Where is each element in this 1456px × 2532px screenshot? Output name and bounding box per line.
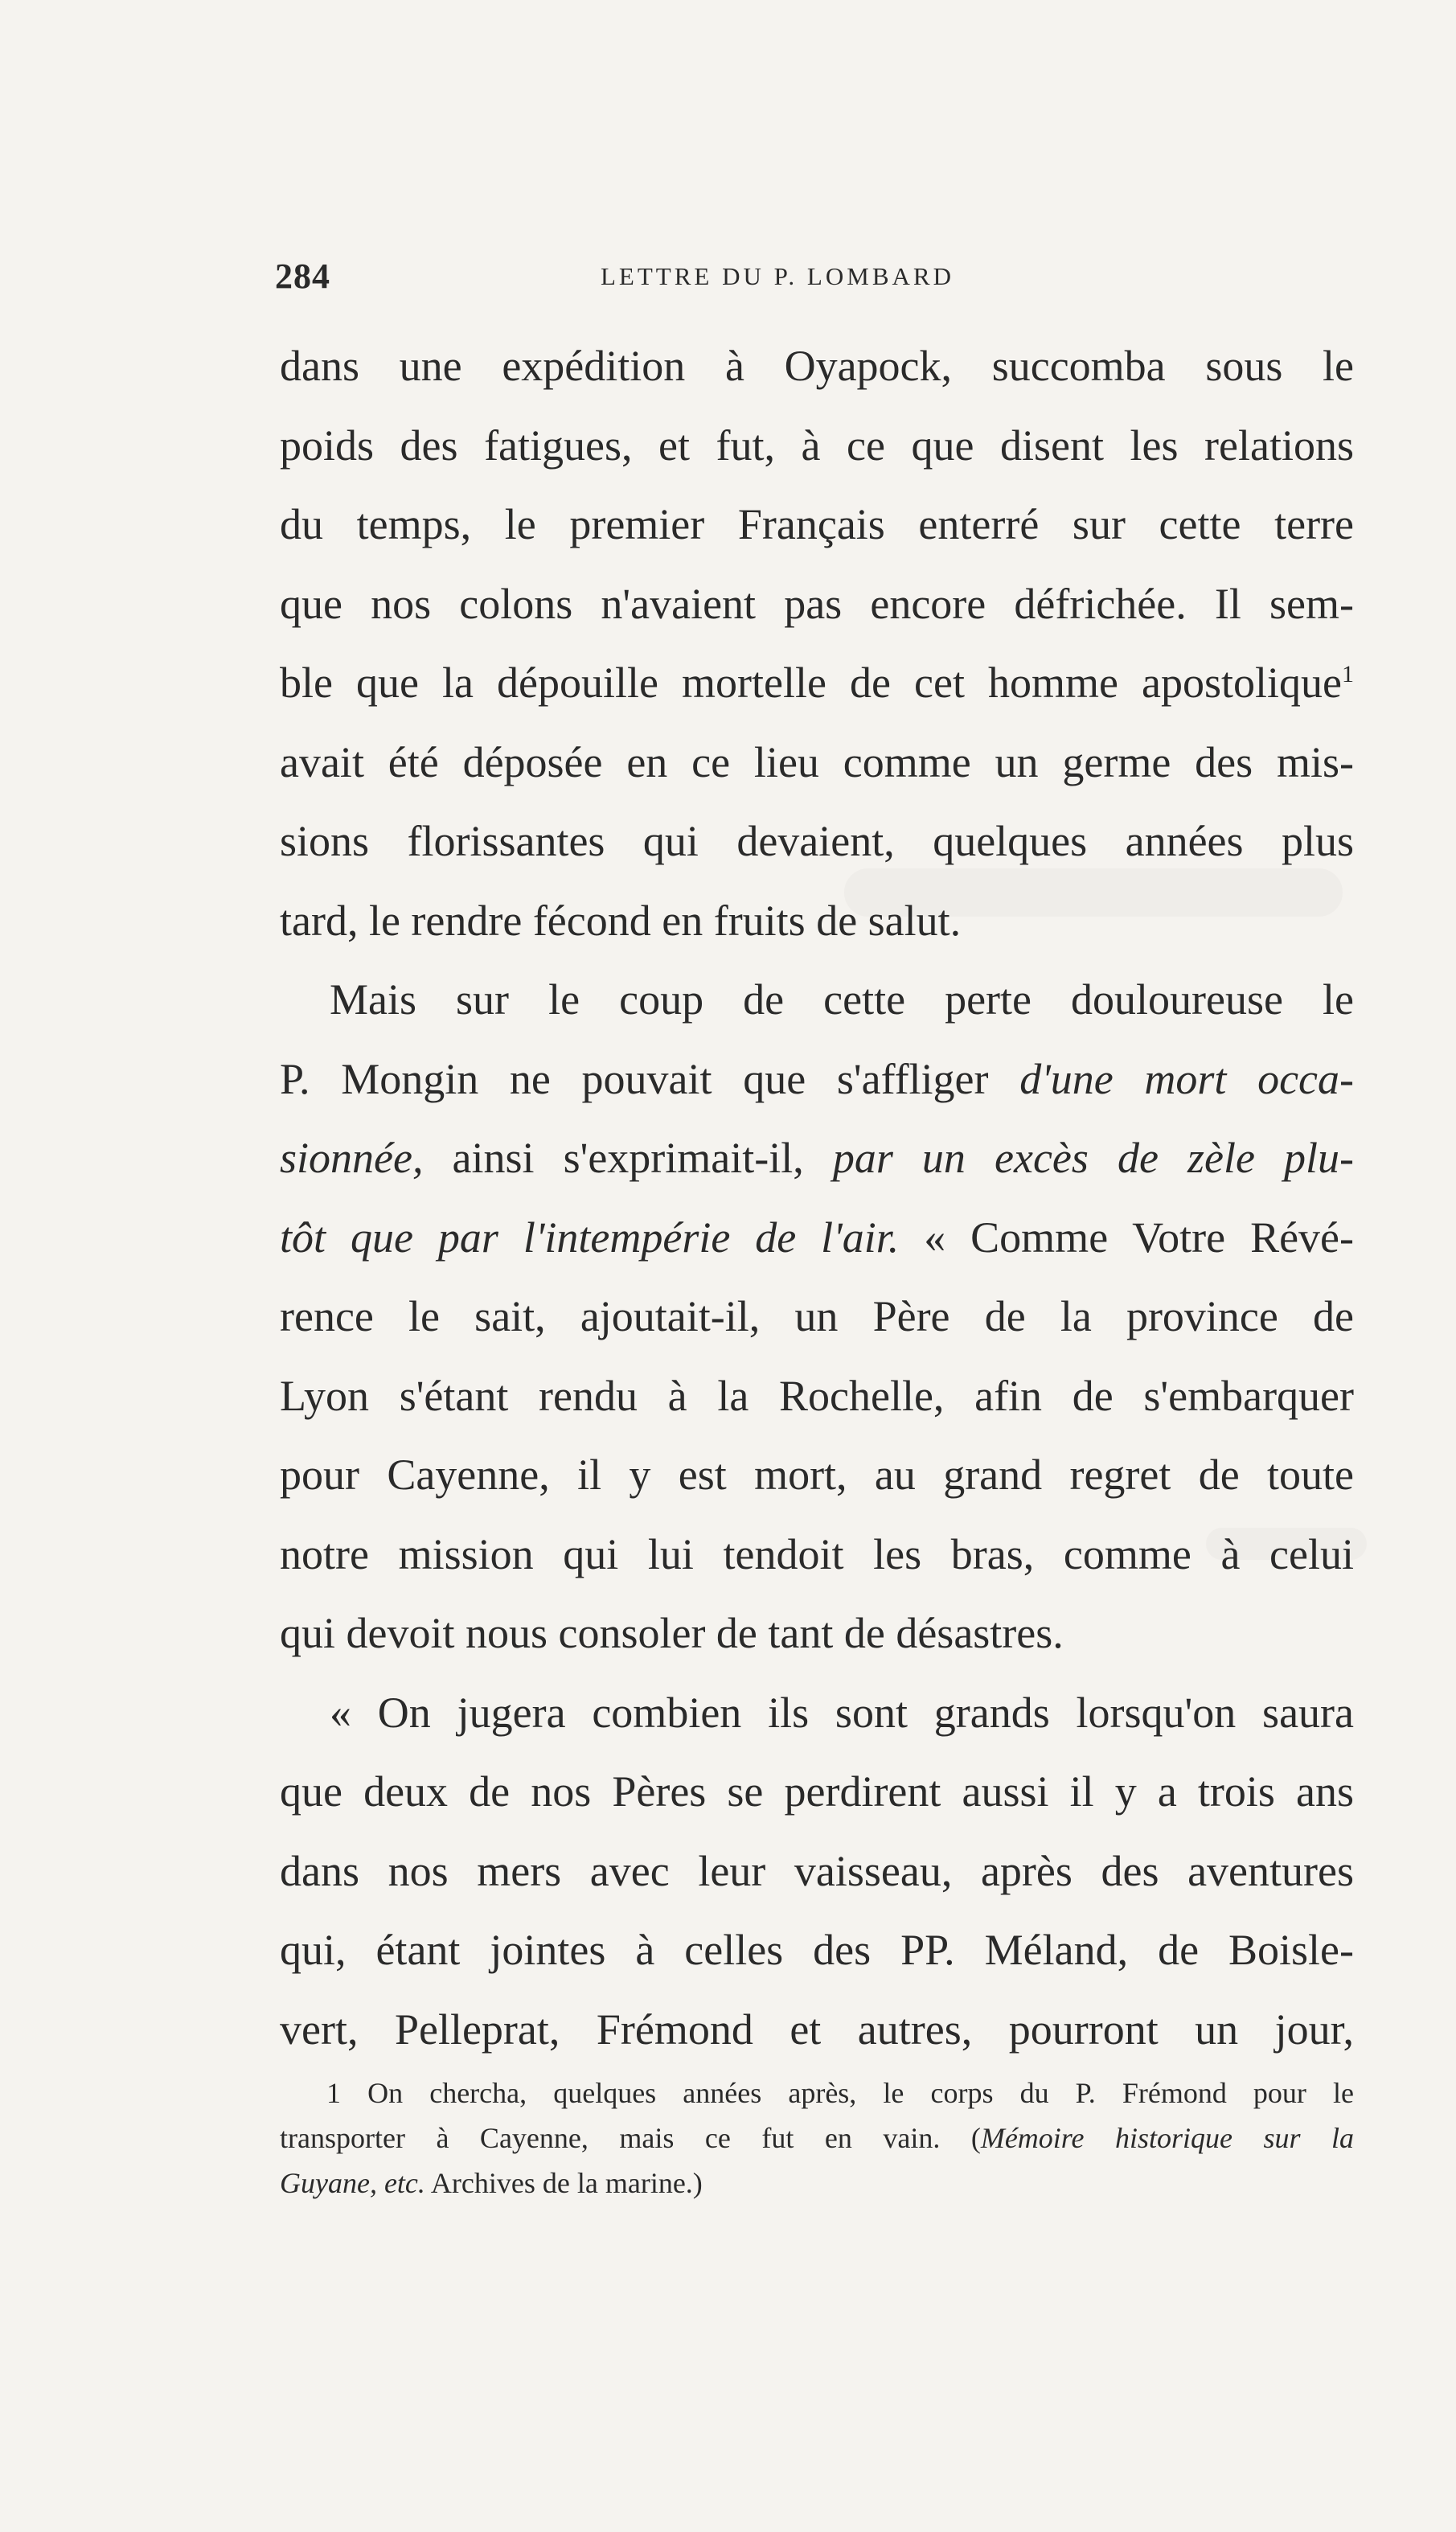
paragraph-first-line: Mais sur le coup de cette perte douloureuse le (330, 975, 1354, 1024)
text-line: qui devoit nous consoler de tant de désastres. (280, 1609, 1064, 1657)
page-number: 284 (275, 256, 330, 296)
text-line: rence le sait, ajoutait-il, un Père de la province de (280, 1292, 1354, 1340)
text-line: dans une expédition à Oyapock, succomba sous le (280, 342, 1354, 390)
text-line: que nos colons n'avaient pas encore défrichée. Il sem- (280, 579, 1354, 628)
text-line: sions florissantes qui devaient, quelques années plus (280, 817, 1354, 865)
footnote-marker: 1 (1342, 661, 1354, 687)
text-line: que deux de nos Pères se perdirent aussi il y a trois ans (280, 1767, 1354, 1816)
footnote-line (280, 2161, 1354, 2206)
text-segment: P. Mongin ne pouvait que s'affliger (280, 1054, 989, 1103)
body-text (280, 326, 1354, 2069)
text-line: vert, Pelleprat, Frémond et autres, pourront un jour, (280, 2005, 1354, 2054)
text-line: dans nos mers avec leur vaisseau, après des aventures (280, 1846, 1354, 1895)
running-head: LETTRE DU P. LOMBARD (601, 262, 954, 290)
text-line: du temps, le premier Français enterré sur cette terre (280, 500, 1354, 548)
footnote-line: 1 On chercha, quelques années après, le corps du P. Frémond pour le (326, 2077, 1354, 2109)
text-line: Lyon s'étant rendu à la Rochelle, afin de s'embarquer (280, 1371, 1354, 1420)
italic-text: Mémoire historique sur la (980, 2122, 1354, 2154)
text-line: avait été déposée en ce lieu comme un germe des mis- (280, 737, 1354, 786)
text-line: notre mission qui lui tendoit les bras, comme à celui (280, 1529, 1354, 1578)
text-segment: ble que la dépouille mortelle de cet homme apostolique (280, 659, 1342, 707)
text-segment: « Comme Votre Révé- (924, 1213, 1355, 1262)
footnote (280, 2070, 1354, 2206)
italic-text: Guyane, etc. (280, 2167, 425, 2199)
text-line (280, 1118, 1354, 1198)
footnote-line (280, 2115, 1354, 2161)
paragraph-first-line: « On jugera combien ils sont grands lorsqu'on saura (330, 1688, 1354, 1737)
italic-text: par un excès de zèle plu- (832, 1134, 1355, 1182)
text-line: tard, le rendre fécond en fruits de salut. (280, 896, 962, 945)
text-segment: ainsi s'exprimait-il, (452, 1134, 804, 1182)
italic-text: sionnée, (280, 1134, 424, 1182)
text-line: qui, étant jointes à celles des PP. Méland, de Boisle- (280, 1926, 1354, 1974)
text-line: pour Cayenne, il y est mort, au grand regret de toute (280, 1451, 1354, 1499)
text-segment: transporter à Cayenne, mais ce fut en vain. ( (280, 2122, 981, 2154)
text-line (280, 643, 1354, 723)
text-line: poids des fatigues, et fut, à ce que disent les relations (280, 421, 1354, 470)
italic-text: tôt que par l'intempérie de l'air. (280, 1213, 900, 1262)
text-line (280, 1198, 1354, 1278)
text-segment: Archives de la marine.) (424, 2167, 703, 2199)
page-header (275, 256, 1352, 304)
text-line (280, 1040, 1354, 1119)
italic-text: d'une mort occa- (1019, 1054, 1355, 1103)
